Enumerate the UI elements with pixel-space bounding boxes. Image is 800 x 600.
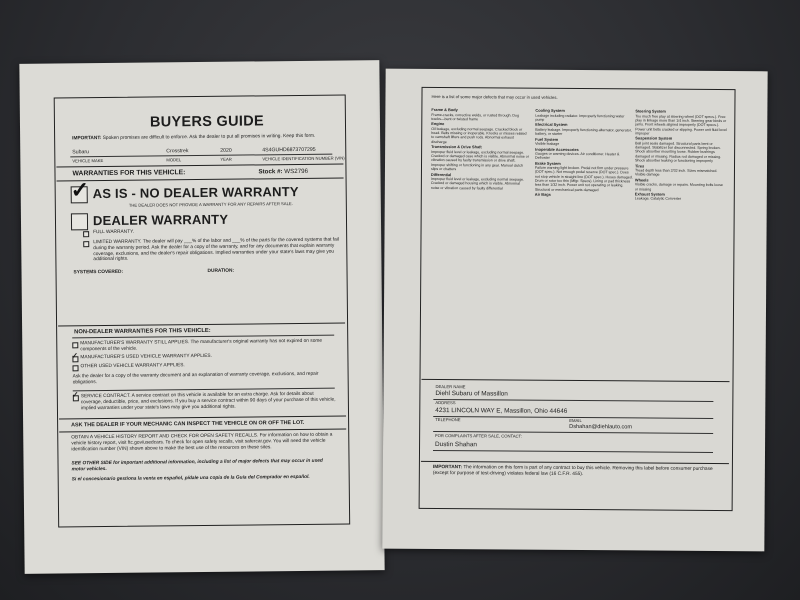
stock-label: Stock #: bbox=[258, 168, 283, 176]
defect-category-heading: Cooling System bbox=[535, 107, 565, 114]
defect-category-heading: Differential bbox=[430, 171, 452, 177]
defect-category-text: Leakage including radiator. Improperly functioning water pump bbox=[535, 113, 625, 122]
defect-category-heading: Transmission & Drive Shaft bbox=[431, 144, 482, 150]
telephone-caption: TELEPHONE bbox=[435, 417, 461, 423]
vehicle-vin: 4S4GUHD6873707295 bbox=[262, 146, 316, 154]
defect-category-heading: Engine bbox=[431, 121, 445, 127]
dealer-email: Dshahan@diehlauto.com bbox=[569, 423, 633, 431]
vehicle-model: Crosstrek bbox=[166, 148, 189, 155]
defect-category-text: Tread depth less than 2/32 inch. Sizes mismatched. Visible damage bbox=[634, 168, 718, 177]
year-caption: YEAR bbox=[220, 156, 232, 162]
vehicle-year: 2020 bbox=[220, 147, 232, 154]
defect-category-text: Leakage. Catalytic Converter bbox=[634, 196, 682, 202]
defect-category-heading: Brake System bbox=[535, 160, 561, 166]
important-text: Spoken promises are difficult to enforce. Ask the dealer to put all promises in writing. Keep this form. bbox=[102, 133, 316, 142]
as-is-checkmark-icon: ✓ bbox=[70, 177, 90, 203]
as-is-label: AS IS - NO DEALER WARRANTY bbox=[92, 183, 299, 202]
non-dealer-heading: NON-DEALER WARRANTIES FOR THIS VEHICLE: bbox=[74, 327, 211, 336]
defects-column-3 bbox=[635, 108, 728, 201]
defect-category-heading: Fuel System bbox=[535, 136, 559, 142]
defect-category-text: Improper fluid level or leakage, excluding normal seepage. Cracked or damaged case which is visible. Abnormal noise or vibration caused by faulty transmission or drive shaft. Improper shifting or functioning in any gear. Manual clutch slips or chatters bbox=[430, 149, 529, 172]
dealer-name-caption: DEALER NAME bbox=[435, 384, 466, 390]
complaints-contact: Dustin Shahan bbox=[435, 441, 478, 449]
limited-warranty-checkbox[interactable] bbox=[83, 241, 89, 247]
other-warranty-text: OTHER USED VEHICLE WARRANTY APPLIES. bbox=[80, 363, 185, 370]
defect-category-heading: Steering System bbox=[635, 108, 666, 114]
mechanic-notice: ASK THE DEALER IF YOUR MECHANIC CAN INSPECT THE VEHICLE ON OR OFF THE LOT. bbox=[71, 419, 305, 429]
address-caption: ADDRESS bbox=[435, 400, 456, 406]
right-important-notice bbox=[433, 465, 723, 479]
buyers-guide-front-page bbox=[19, 60, 384, 574]
defects-column-1 bbox=[431, 107, 530, 191]
stock-number bbox=[258, 168, 308, 176]
manufacturer-warranty-checkbox[interactable] bbox=[72, 342, 78, 348]
model-caption: MODEL bbox=[166, 157, 182, 163]
warranties-heading: WARRANTIES FOR THIS VEHICLE: bbox=[72, 169, 186, 178]
vehicle-make: Subaru bbox=[72, 149, 90, 156]
defects-intro: Here is a list of some major defects that may occur in used vehicles. bbox=[431, 93, 558, 100]
defect-category-heading: Tires bbox=[634, 163, 645, 169]
defect-category-heading: Suspension System bbox=[635, 135, 673, 142]
complaints-caption: FOR COMPLAINTS AFTER SALE, CONTACT: bbox=[435, 433, 522, 439]
dealer-address: 4231 LINCOLN WAY E, Massillon, Ohio 44646 bbox=[435, 407, 568, 415]
email-caption: EMAIL bbox=[569, 417, 582, 424]
defect-category-text: Gauges or warning devices. Air conditioner. Heater & Defroster bbox=[535, 151, 620, 161]
full-warranty-text: FULL WARRANTY. bbox=[93, 229, 135, 236]
defect-category-text: Oil leakage, excluding normal seepage. Cracked block or head. Belts missing or inoperable. Knocks or misses related to camshaft lifters and push rods. Abnormal exhaust discharge bbox=[431, 126, 527, 144]
as-is-subtext: THE DEALER DOES NOT PROVIDE A WARRANTY FOR ANY REPAIRS AFTER SALE. bbox=[128, 201, 293, 208]
used-vehicle-checkmark-icon: ✓ bbox=[71, 351, 79, 361]
defect-category-text: Failure warning light broken. Pedal not firm under pressure (DOT spec.). Not enough pedal reserve (DOT spec.). Does not stop vehicle in straight line (DOT spec.). Hoses damaged. Drum or rotor too thin (Mfgr. Specs). Lining or pad thickness less than 1/32 inch. Power unit not operating or leaking. Structural or mechanical parts damaged bbox=[534, 165, 633, 192]
defect-category-heading: Wheels bbox=[634, 177, 649, 183]
defects-column-2 bbox=[535, 108, 634, 198]
important-label: IMPORTANT: bbox=[72, 136, 102, 142]
manufacturer-warranty-text: MANUFACTURER'S WARRANTY STILL APPLIES. The manufacturer's original warranty has not expired on some components of the vehicle. bbox=[80, 338, 323, 353]
defect-category-text: Too much free play at steering wheel (DOT specs.). Free play in linkage more than 1/4 inch. Steering gear binds or jams. Front wheels aligned improperly (DOT specs.). Power unit belts cracked or slipping. Power unit fluid level improper bbox=[635, 113, 727, 136]
recall-notice: OBTAIN A VEHICLE HISTORY REPORT AND CHECK FOR OPEN SAFETY RECALLS. For information on how to obtain a vehicle history report, visit ftc.gov/usedcars. To check for open safety recalls, visit safercar.gov. You will need the vehicle identification number (VIN) shown above to make the best use of the resources on these sites. bbox=[71, 432, 333, 452]
vin-caption: VEHICLE IDENTIFICATION NUMBER (VIN) bbox=[262, 155, 345, 162]
dealer-warranty-label: DEALER WARRANTY bbox=[92, 211, 229, 229]
service-contract-checkmark-icon: ✓ bbox=[71, 390, 79, 400]
right-important-label: IMPORTANT: bbox=[432, 465, 463, 471]
dealer-warranty-checkbox[interactable] bbox=[71, 213, 88, 230]
service-contract-text: SERVICE CONTRACT. A service contract on this vehicle is available for an extra charge. Ask for details about coverage, deductible, price, and exclusions. If you buy a service contract within 90 days of your purchase of this vehicle, implied warranties under your state's laws may give you additional rights. bbox=[80, 391, 336, 411]
ask-warranty-text: Ask the dealer for a copy of the warranty document and an explanation of warranty coverage, exclusions, and repair obligations. bbox=[72, 371, 319, 386]
other-warranty-checkbox[interactable] bbox=[72, 365, 78, 371]
make-caption: VEHICLE MAKE bbox=[72, 158, 104, 164]
defect-category-heading: Electrical System bbox=[535, 122, 568, 128]
defect-category-text: Ball joint seals damaged. Structural parts bent or damaged. Stabilizer bar disconnected. Spring broken. Shock absorber mounting loose. Rubber bushings damaged or missing. Radius rod damaged or missing. Shock absorber leaking or functioning improperly bbox=[635, 141, 722, 164]
page-title: BUYERS GUIDE bbox=[149, 113, 265, 131]
buyers-guide-back-page bbox=[382, 69, 767, 552]
defect-category-text: Improper fluid level or leakage, excluding normal seepage. Cracked or damaged housing which is visible. Abnormal noise or vibration caused by faulty differential bbox=[430, 176, 525, 191]
used-vehicle-warranty-text: MANUFACTURER'S USED VEHICLE WARRANTY APPLIES. bbox=[80, 353, 212, 361]
defect-category-heading: Inoperable Accessories bbox=[535, 146, 579, 152]
stock-value: WS2796 bbox=[284, 167, 309, 176]
dealer-name: Diehl Subaru of Massillon bbox=[435, 390, 508, 398]
systems-covered-label: SYSTEMS COVERED: bbox=[73, 269, 124, 276]
other-side-notice: SEE OTHER SIDE for important additional information, including a list of major defects that may occur in used motor vehicles. bbox=[71, 458, 323, 473]
defect-category-text: Frame-cracks, corrective welds, or rusted through. Dog tracks—bent or twisted frame bbox=[431, 112, 520, 122]
full-warranty-checkbox[interactable] bbox=[83, 231, 89, 237]
limited-warranty-text: LIMITED WARRANTY. The dealer will pay ___% of the labor and ___% of the parts for the covered systems that fail during the warranty period. Ask the dealer for a copy of the warranty, and for any documents that explain warranty coverage, exclusions, and the dealer's repair obligations. Implied warranties under your state's laws may give you additional rights. bbox=[93, 237, 339, 263]
defect-category-text: Visible cracks, damage or repairs. Mounting bolts loose or missing bbox=[634, 182, 723, 192]
duration-label: DURATION: bbox=[207, 268, 235, 274]
defect-category-text: Visible leakage bbox=[535, 141, 560, 146]
right-important-text: The information on this form is part of any contract to buy this vehicle. Removing this label before consumer purchase (except for purpose of test-driving) violates federal law (16 C.F.R. 455). bbox=[432, 465, 713, 478]
defect-category-heading: Air Bags bbox=[534, 192, 551, 198]
spanish-notice: Si el concesionario gestiona la venta en español, pídale una copia de la Guía del Comprador en español. bbox=[71, 474, 310, 483]
defect-category-heading: Exhaust System bbox=[634, 191, 665, 197]
defect-category-text: Battery leakage. Improperly functioning alternator, generator, battery, or starter bbox=[535, 127, 632, 137]
defect-category-heading: Frame & Body bbox=[431, 107, 458, 113]
